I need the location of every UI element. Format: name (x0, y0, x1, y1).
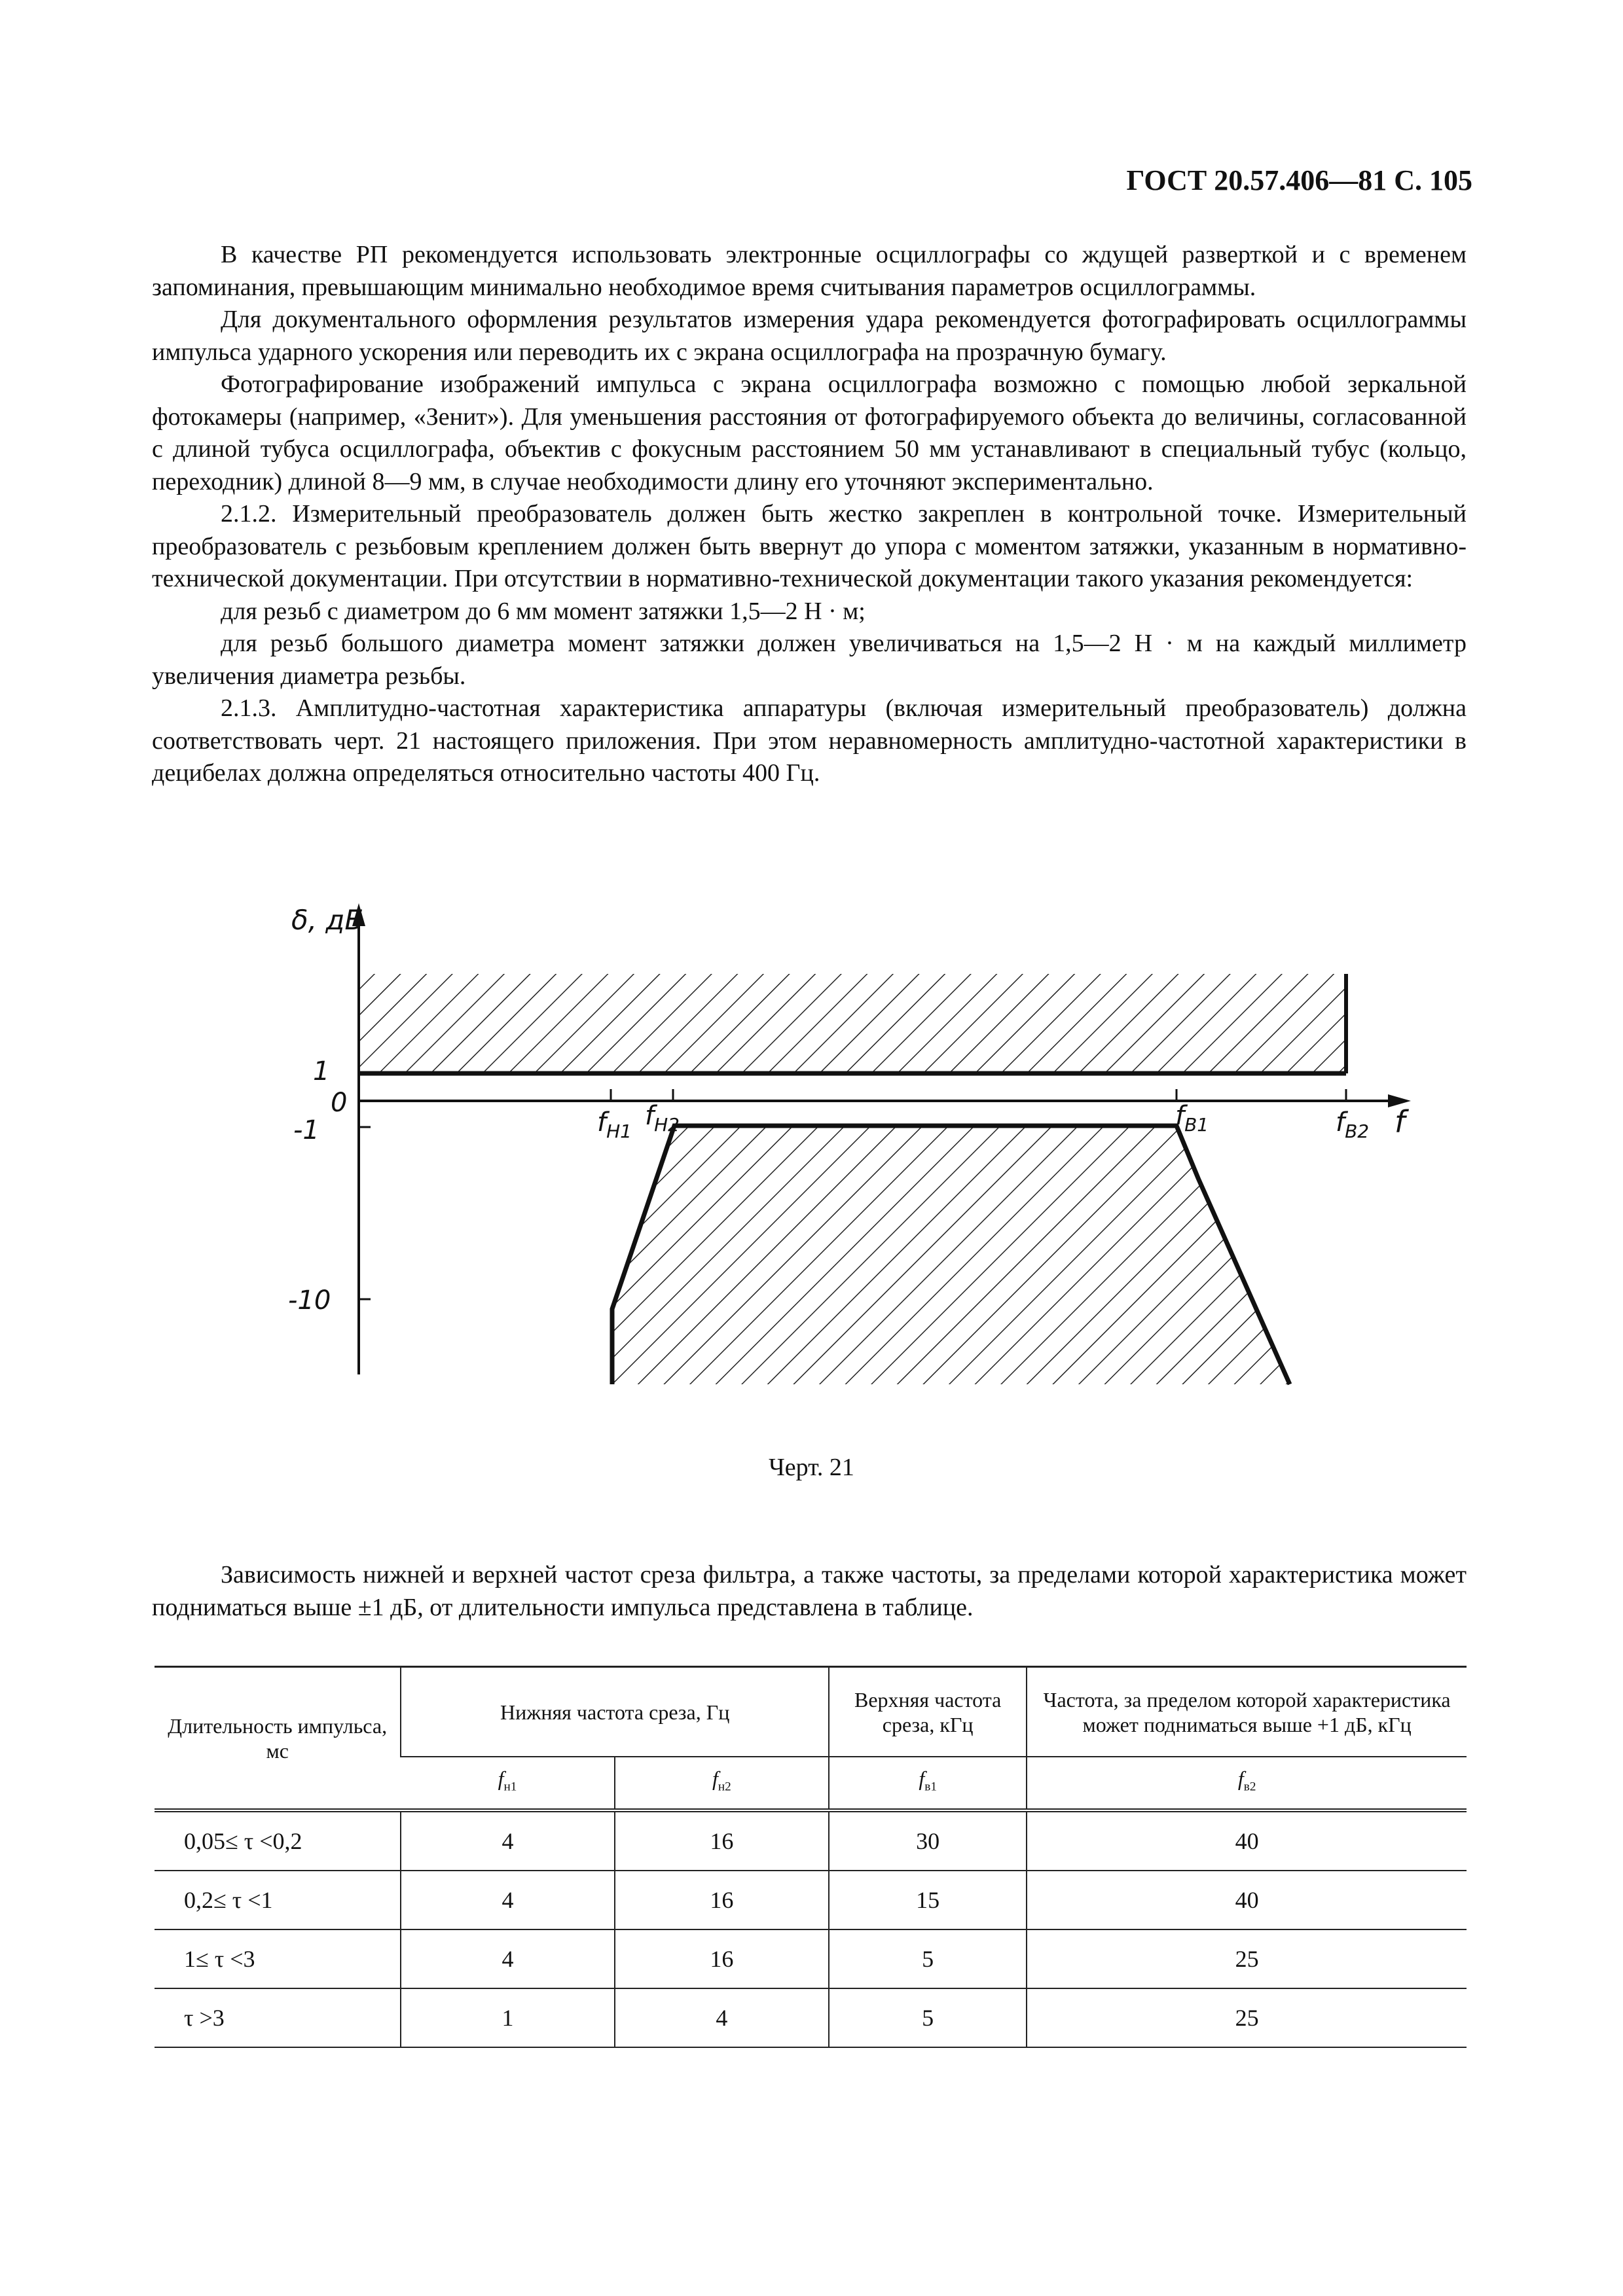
header-lower-cutoff: Нижняя частота среза, Гц (401, 1667, 829, 1757)
lower-tolerance-zone (612, 1126, 1290, 1384)
cell: 30 (829, 1810, 1027, 1871)
table-intro (152, 1559, 1467, 1624)
subheader: $f_{в2}$ (1027, 1757, 1467, 1810)
x-axis-label: f (1395, 1104, 1406, 1139)
x-tick-label: $f_{B2}$ (1336, 1107, 1370, 1142)
header-duration: Длительность импульса, мс (168, 1713, 388, 1763)
body-text (152, 239, 1467, 790)
cell: 5 (829, 1988, 1027, 2047)
paragraph: Для документального оформления результатов измерения удара рекомендуется фотографировать осциллограммы импульса ударного ускорения или переводить их с экрана осциллографа на прозрачную бумагу. (152, 306, 1467, 366)
y-tick-label: 0 (331, 1088, 348, 1118)
subheader: $f_{н2}$ (615, 1757, 829, 1810)
x-tick-label: $f_{H2}$ (645, 1101, 680, 1136)
table-row (155, 1810, 1467, 1871)
cell: 1≤ τ <3 (155, 1929, 401, 1988)
table-row (155, 1871, 1467, 1929)
cell: τ >3 (155, 1988, 401, 2047)
filter-frequency-table (155, 1666, 1467, 2048)
y-tick-label: -1 (293, 1115, 319, 1145)
cell: 15 (829, 1871, 1027, 1929)
paragraph: для резьб с диаметром до 6 мм момент затяжки 1,5—2 Н · м; (221, 597, 866, 625)
cell: 1 (401, 1988, 614, 2047)
table-row (155, 1988, 1467, 2047)
paragraph: В качестве РП рекомендуется использовать электронные осциллографы со ждущей разверткой и с временем запоминания, превышающим минимально необходимое время считывания параметров осциллограммы. (152, 241, 1467, 301)
cell: 0,05≤ τ <0,2 (155, 1810, 401, 1871)
cell: 16 (615, 1871, 829, 1929)
cell: 4 (401, 1929, 614, 1988)
figure-caption: Черт. 21 (769, 1454, 854, 1481)
header-threshold-frequency: Частота, за пределом которой характеристика может подниматься выше +1 дБ, кГц (1027, 1667, 1467, 1757)
y-axis-label: δ, дБ (291, 904, 364, 936)
x-tick-label: $f_{B1}$ (1175, 1101, 1209, 1136)
paragraph: 2.1.2. Измерительный преобразователь должен быть жестко закреплен в контрольной точке. Измерительный преобразователь с резьбовым креплением должен быть ввернут до упора с моментом затяжки, указанным в нормативно-технической документации. При отсутствии в нормативно-технической документации такого указания рекомендуется: (152, 500, 1467, 592)
frequency-response-figure (0, 877, 1623, 1466)
table-row (155, 1929, 1467, 1988)
cell: 0,2≤ τ <1 (155, 1871, 401, 1929)
cell: 5 (829, 1929, 1027, 1988)
paragraph: 2.1.3. Амплитудно-частотная характеристика аппаратуры (включая измерительный преобразователь) должна соответствовать черт. 21 настоящего приложения. При этом неравномерность амплитудно-частотной характеристики в децибелах должна определяться относительно частоты 400 Гц. (152, 694, 1467, 787)
cell: 4 (615, 1988, 829, 2047)
x-tick-label: $f_{H1}$ (597, 1107, 632, 1142)
page-header: ГОСТ 20.57.406—81 С. 105 (1126, 164, 1472, 196)
cell: 16 (615, 1810, 829, 1871)
cell: 40 (1027, 1810, 1467, 1871)
paragraph: для резьб большого диаметра момент затяжки должен увеличиваться на 1,5—2 Н · м на каждый миллиметр увеличения диаметра резьбы. (152, 630, 1467, 690)
paragraph: Фотографирование изображений импульса с экрана осциллографа возможно с помощью любой зеркальной фотокамеры (например, «Зенит»). Для уменьшения расстояния от фотографируемого объекта до величины, согласованной с длиной тубуса осциллографа, объектив с фокусным расстоянием 50 мм устанавливают в специальный тубус (кольцо, переходник) длиной 8—9 мм, в случае необходимости длину его уточняют экспериментально. (152, 370, 1467, 495)
subheader: $f_{в1}$ (829, 1757, 1027, 1810)
y-tick-label: -10 (288, 1285, 331, 1316)
cell: 4 (401, 1871, 614, 1929)
paragraph: Зависимость нижней и верхней частот среза фильтра, а также частоты, за пределами которой характеристика может подниматься выше ±1 дБ, от длительности импульса представлена в таблице. (152, 1561, 1467, 1621)
cell: 4 (401, 1810, 614, 1871)
subheader: $f_{н1}$ (401, 1757, 614, 1810)
y-tick-label: 1 (313, 1056, 330, 1086)
cell: 16 (615, 1929, 829, 1988)
cell: 25 (1027, 1929, 1467, 1988)
cell: 40 (1027, 1871, 1467, 1929)
header-upper-cutoff: Верхняя частота среза, кГц (829, 1667, 1027, 1757)
cell: 25 (1027, 1988, 1467, 2047)
upper-tolerance-zone (360, 974, 1346, 1073)
